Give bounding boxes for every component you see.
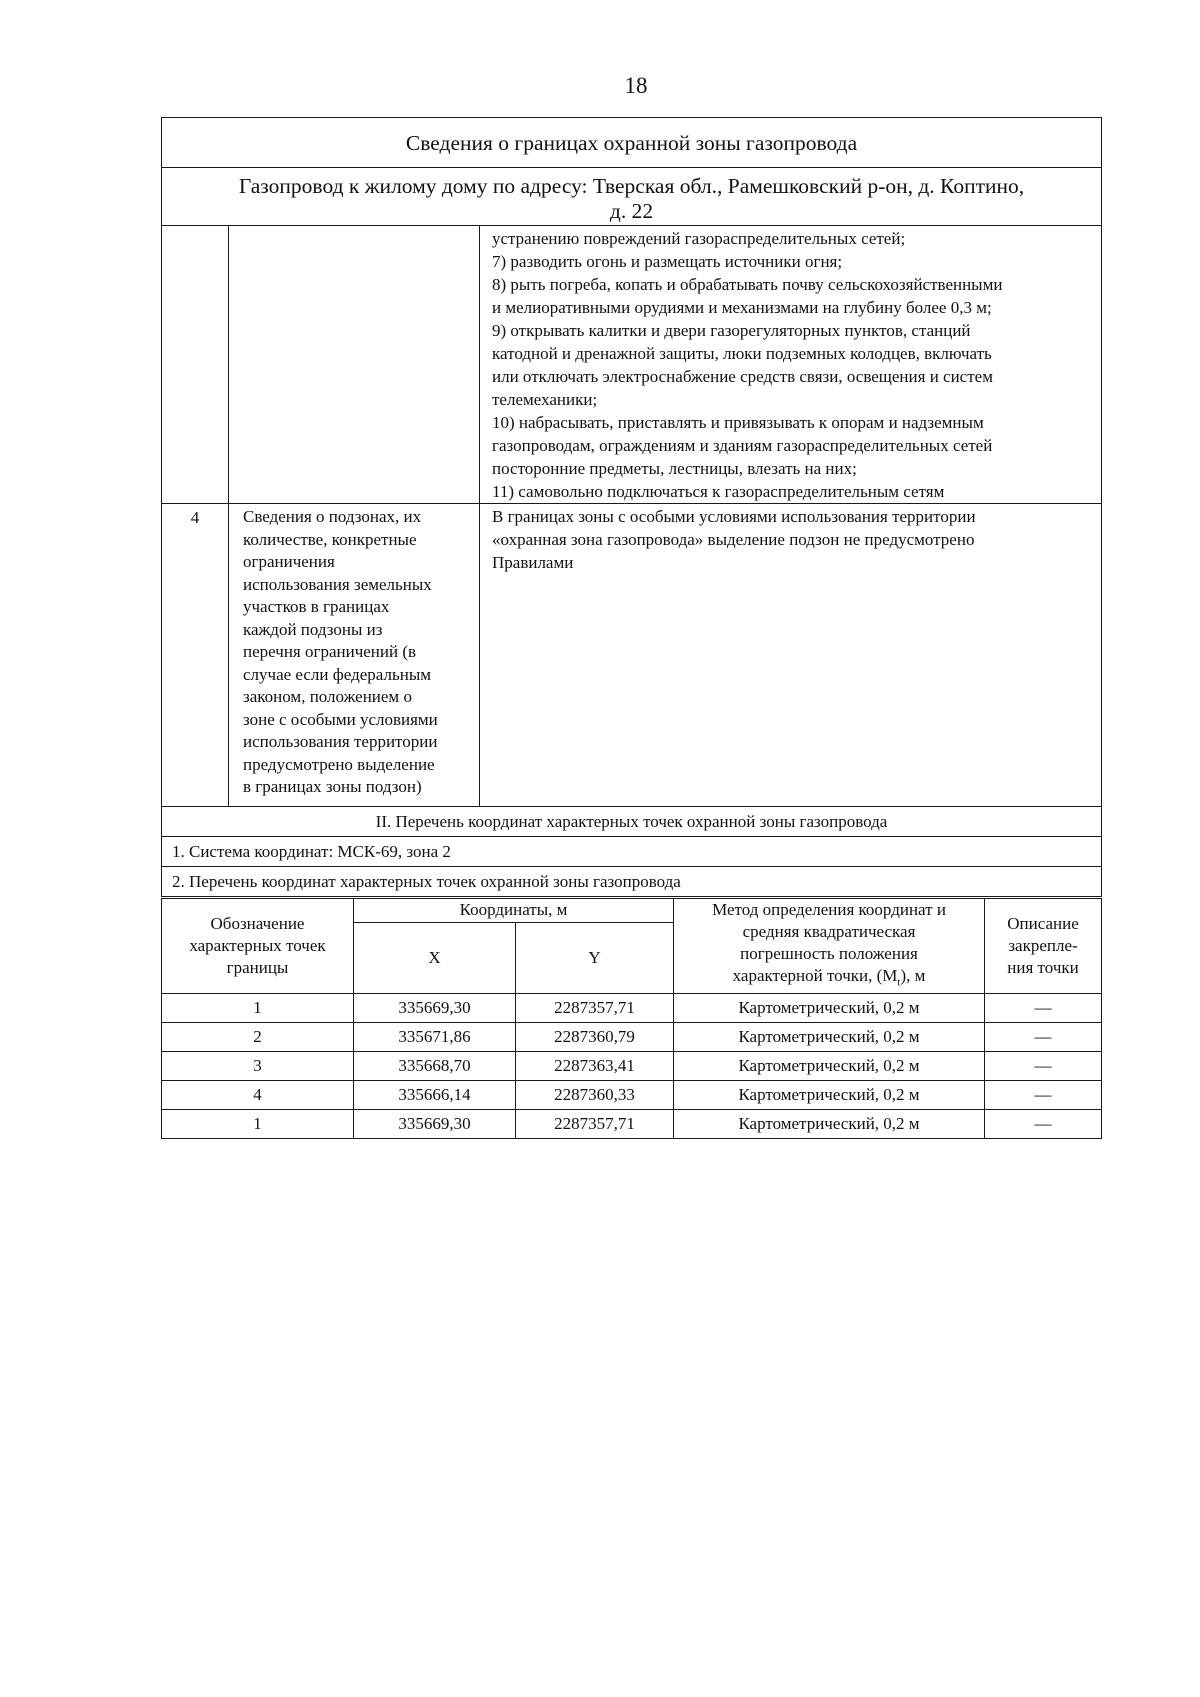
cell-x: 335669,30 <box>354 1110 516 1139</box>
text-line: участков в границах <box>243 597 390 616</box>
text-line: использования земельных <box>243 574 432 594</box>
text-line: предусмотрено выделение <box>243 754 435 774</box>
col-header-method <box>674 899 985 994</box>
coord-system: 1. Система координат: МСК-69, зона 2 <box>162 837 1102 867</box>
cell-y: 2287357,71 <box>516 1110 674 1139</box>
text-line: в границах зоны подзон) <box>243 777 422 796</box>
subscript: t <box>897 976 901 989</box>
header-line: закрепле- <box>1008 936 1078 956</box>
text-line: 7) разводить огонь и размещать источники огня; <box>492 252 843 271</box>
text-line: 8) рыть погреба, копать и обрабатывать почву сельскохозяйственными <box>492 275 1003 294</box>
header-line: характерных точек <box>189 936 326 956</box>
row-value <box>480 504 1102 807</box>
cell-desc: — <box>985 1110 1102 1139</box>
text-line: телемеханики; <box>492 390 598 409</box>
text-line: катодной и дренажной защиты, люки подземных колодцев, включать <box>492 344 992 363</box>
text-line: газопроводам, ограждениям и зданиям газораспределительных сетей <box>492 436 993 455</box>
text-line: «охранная зона газопровода» выделение подзон не предусмотрено <box>492 530 975 549</box>
cell-y: 2287360,79 <box>516 1023 674 1052</box>
table-row <box>162 1081 1102 1110</box>
header-line: характерной точки, (M <box>732 966 898 985</box>
cell-point: 1 <box>162 994 354 1023</box>
header-line: ния точки <box>1007 958 1079 978</box>
cell-desc: — <box>985 1081 1102 1110</box>
text-line: зоне с особыми условиями <box>243 709 438 729</box>
cell-point: 4 <box>162 1081 354 1110</box>
cell-method: Картометрический, 0,2 м <box>674 994 985 1023</box>
col-header-y: Y <box>516 922 674 994</box>
cell-point: 3 <box>162 1052 354 1081</box>
text-line: перечня ограничений (в <box>243 642 417 661</box>
text-line: устранению повреждений газораспределительных сетей; <box>492 229 906 248</box>
header-line: Описание <box>1007 914 1079 934</box>
header-line: ), м <box>900 966 926 985</box>
text-line: 9) открывать калитки и двери газорегуляторных пунктов, станций <box>492 321 971 340</box>
cell-y: 2287357,71 <box>516 994 674 1023</box>
text-line: ограничения <box>243 552 335 571</box>
text-line: законом, положением о <box>243 687 412 706</box>
cell-x: 335668,70 <box>354 1052 516 1081</box>
table-row <box>162 1023 1102 1052</box>
table-row <box>162 1052 1102 1081</box>
coordinates-table <box>161 898 1102 1139</box>
cell-x: 335666,14 <box>354 1081 516 1110</box>
cell-point: 2 <box>162 1023 354 1052</box>
col-header-coords: Координаты, м <box>354 899 674 923</box>
col-header-desc <box>985 899 1102 994</box>
text-line: каждой подзоны из <box>243 619 383 639</box>
cell-method: Картометрический, 0,2 м <box>674 1110 985 1139</box>
header-line: границы <box>226 958 289 978</box>
text-line: Сведения о подзонах, их <box>243 507 422 526</box>
text-line: использования территории <box>243 732 438 751</box>
table-subtitle <box>162 168 1102 226</box>
row-number: 4 <box>162 504 229 807</box>
restrictions-continuation <box>480 226 1102 504</box>
coords-list-title: 2. Перечень координат характерных точек охранной зоны газопровода <box>162 867 1102 897</box>
page-number: 18 <box>624 73 648 98</box>
text-line: или отключать электроснабжение средств связи, освещения и систем <box>492 367 993 386</box>
row-name <box>229 504 480 807</box>
table-row <box>162 1110 1102 1139</box>
cell-x: 335669,30 <box>354 994 516 1023</box>
subtitle-line: Газопровод к жилому дому по адресу: Тверская обл., Рамешковский р-он, д. Коптино, <box>238 174 1025 198</box>
zone-info-table <box>161 117 1102 897</box>
header-line: Метод определения координат и <box>712 900 946 919</box>
empty-name-cell <box>229 226 480 504</box>
header-line: Обозначение <box>210 914 305 934</box>
cell-method: Картометрический, 0,2 м <box>674 1081 985 1110</box>
subtitle-line: д. 22 <box>609 199 654 223</box>
text-line: Правилами <box>492 553 574 572</box>
text-line: посторонние предметы, лестницы, влезать на них; <box>492 459 857 478</box>
cell-desc: — <box>985 1023 1102 1052</box>
cell-x: 335671,86 <box>354 1023 516 1052</box>
table-title: Сведения о границах охранной зоны газопровода <box>162 118 1102 168</box>
text-line: В границах зоны с особыми условиями использования территории <box>492 507 976 526</box>
cell-desc: — <box>985 994 1102 1023</box>
cell-point: 1 <box>162 1110 354 1139</box>
col-header-point <box>162 899 354 994</box>
text-line: 11) самовольно подключаться к газораспределительным сетям <box>492 482 945 501</box>
text-line: количестве, конкретные <box>243 529 417 549</box>
header-line: средняя квадратическая <box>742 922 916 941</box>
table-row <box>162 994 1102 1023</box>
cell-y: 2287363,41 <box>516 1052 674 1081</box>
text-line: 10) набрасывать, приставлять и привязывать к опорам и надземным <box>492 413 984 432</box>
cell-y: 2287360,33 <box>516 1081 674 1110</box>
text-line: случае если федеральным <box>243 664 432 684</box>
header-line: погрешность положения <box>740 944 918 963</box>
col-header-x: X <box>354 922 516 994</box>
cell-desc: — <box>985 1052 1102 1081</box>
text-line: и мелиоративными орудиями и механизмами на глубину более 0,3 м; <box>492 298 992 317</box>
cell-method: Картометрический, 0,2 м <box>674 1052 985 1081</box>
section-title: II. Перечень координат характерных точек охранной зоны газопровода <box>162 807 1102 837</box>
empty-number-cell <box>162 226 229 504</box>
cell-method: Картометрический, 0,2 м <box>674 1023 985 1052</box>
